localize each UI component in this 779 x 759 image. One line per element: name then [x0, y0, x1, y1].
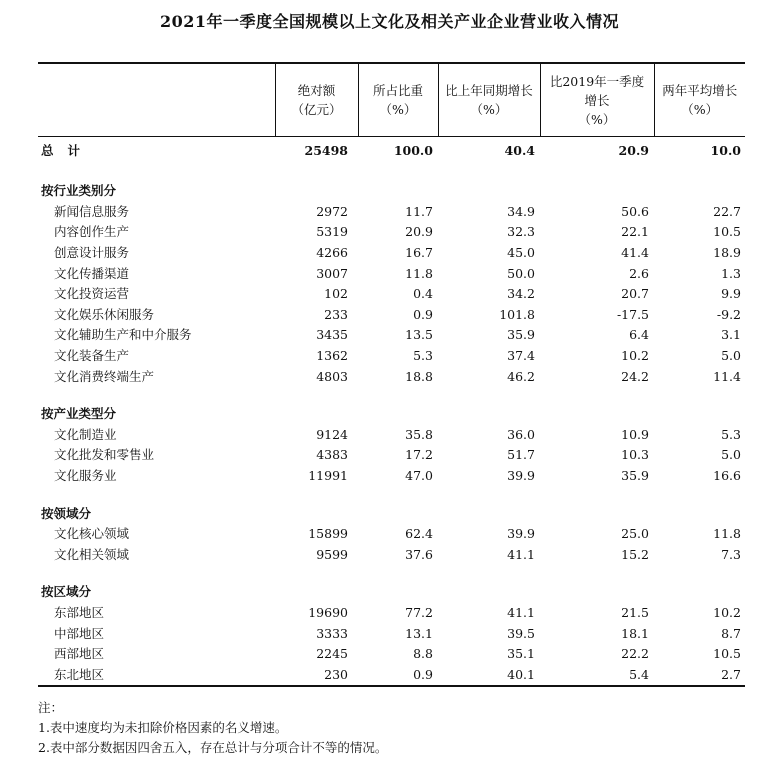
cell-two-year-avg-growth: 10.5: [713, 224, 741, 240]
page-title: 2021年一季度全国规模以上文化及相关产业企业营业收入情况: [159, 12, 620, 31]
section-title: 按领域分: [41, 505, 92, 521]
cell-two-year-avg-growth: -9.2: [716, 306, 741, 322]
cell-share: 11.7: [405, 203, 433, 219]
cell-share: 37.6: [405, 546, 433, 562]
cell-absolute: 102: [324, 286, 348, 302]
cell-absolute: 4266: [316, 245, 348, 261]
cell-share: 100.0: [393, 142, 433, 158]
row-label: 西部地区: [54, 646, 105, 662]
cell-two-year-avg-growth: 5.0: [721, 348, 741, 364]
cell-vs-2019-growth: 20.7: [621, 286, 649, 302]
cell-yoy-growth: 40.1: [507, 666, 535, 682]
cell-yoy-growth: 32.3: [507, 224, 535, 240]
cell-two-year-avg-growth: 11.8: [713, 526, 741, 542]
cell-absolute: 3435: [316, 327, 348, 343]
cell-absolute: 5319: [316, 224, 348, 240]
cell-vs-2019-growth: 41.4: [621, 245, 649, 261]
cell-share: 5.3: [413, 348, 433, 364]
spacer-cell: [38, 164, 745, 181]
section-title: 按产业类型分: [41, 406, 117, 422]
spacer-row: [38, 164, 745, 181]
cell-yoy-growth: 51.7: [507, 447, 535, 463]
cell-two-year-avg-growth: 7.3: [721, 546, 741, 562]
cell-share: 0.4: [413, 286, 433, 302]
cell-vs-2019-growth: 5.4: [629, 666, 649, 682]
cell-yoy-growth: 101.8: [499, 306, 535, 322]
cell-two-year-avg-growth: 10.0: [710, 142, 741, 158]
cell-yoy-growth: 39.5: [507, 625, 535, 641]
note-line: 2.表中部分数据因四舍五入，存在总计与分项合计不等的情况。: [38, 740, 388, 755]
table-row: [38, 305, 745, 326]
cell-vs-2019-growth: 22.1: [621, 224, 649, 240]
table-row: [38, 346, 745, 367]
table-body: [38, 137, 745, 687]
table-row: [38, 366, 745, 387]
cell-yoy-growth: 34.9: [507, 203, 535, 219]
cell-absolute: 9124: [316, 426, 348, 442]
cell-absolute: 3333: [316, 625, 348, 641]
cell-vs-2019-growth: -17.5: [616, 306, 649, 322]
section-header-row: [38, 404, 745, 425]
cell-two-year-avg-growth: 10.5: [713, 646, 741, 662]
cell-vs-2019-growth: 24.2: [621, 368, 649, 384]
cell-two-year-avg-growth: 2.7: [721, 666, 741, 682]
spacer-cell: [38, 565, 745, 582]
row-label: 文化辅助生产和中介服务: [54, 327, 192, 343]
table-header-row: [38, 63, 745, 137]
cell-vs-2019-growth: 2.6: [629, 265, 649, 281]
table-row: [38, 603, 745, 624]
cell-absolute: 4383: [316, 447, 348, 463]
section-title: 按区域分: [41, 584, 92, 600]
table-row: [38, 425, 745, 446]
cell-share: 13.5: [405, 327, 433, 343]
table-row: [38, 664, 745, 686]
row-label: 内容创作生产: [54, 224, 130, 240]
row-label: 文化制造业: [54, 426, 117, 442]
cell-absolute: 15899: [308, 526, 348, 542]
spacer-cell: [38, 387, 745, 404]
cell-share: 13.1: [405, 625, 433, 641]
cell-absolute: 2972: [316, 203, 348, 219]
cell-vs-2019-growth: 35.9: [621, 468, 649, 484]
cell-yoy-growth: 36.0: [507, 426, 535, 442]
cell-two-year-avg-growth: 16.6: [713, 468, 741, 484]
row-label: 中部地区: [54, 625, 105, 641]
cell-vs-2019-growth: 6.4: [629, 327, 649, 343]
spacer-row: [38, 486, 745, 503]
cell-absolute: 25498: [304, 142, 348, 158]
section-header-row: [38, 582, 745, 603]
row-label: 文化服务业: [54, 468, 117, 484]
cell-yoy-growth: 40.4: [504, 142, 535, 158]
revenue-table: [38, 62, 745, 687]
row-label: 新闻信息服务: [54, 203, 130, 219]
cell-two-year-avg-growth: 18.9: [713, 245, 741, 261]
cell-share: 77.2: [405, 604, 433, 620]
total-row: [38, 137, 745, 165]
cell-yoy-growth: 37.4: [507, 348, 535, 364]
row-label: 文化装备生产: [54, 348, 130, 364]
row-label: 文化传播渠道: [54, 265, 130, 281]
section-header-row: [38, 503, 745, 524]
cell-vs-2019-growth: 50.6: [621, 203, 649, 219]
cell-vs-2019-growth: 21.5: [621, 604, 649, 620]
cell-two-year-avg-growth: 1.3: [721, 265, 741, 281]
header-vs-2019-growth: 比2019年一季度 增长 （%）: [540, 63, 654, 137]
table-row: [38, 466, 745, 487]
cell-share: 11.8: [405, 265, 433, 281]
cell-yoy-growth: 34.2: [507, 286, 535, 302]
cell-yoy-growth: 35.9: [507, 327, 535, 343]
cell-share: 47.0: [405, 468, 433, 484]
cell-vs-2019-growth: 20.9: [618, 142, 649, 158]
cell-two-year-avg-growth: 9.9: [721, 286, 741, 302]
table-row: [38, 325, 745, 346]
row-label: 文化相关领域: [54, 546, 130, 562]
row-label: 文化批发和零售业: [54, 447, 155, 463]
cell-vs-2019-growth: 10.9: [621, 426, 649, 442]
header-absolute: 绝对额 （亿元）: [275, 63, 358, 137]
cell-yoy-growth: 46.2: [507, 368, 535, 384]
cell-two-year-avg-growth: 5.3: [721, 426, 741, 442]
cell-absolute: 9599: [316, 546, 348, 562]
notes: [38, 698, 745, 758]
cell-share: 18.8: [405, 368, 433, 384]
row-label: 文化核心领域: [54, 526, 130, 542]
cell-two-year-avg-growth: 11.4: [713, 368, 741, 384]
cell-yoy-growth: 35.1: [507, 646, 535, 662]
table-row: [38, 644, 745, 665]
table-row: [38, 545, 745, 566]
table-row: [38, 222, 745, 243]
row-label: 文化娱乐休闲服务: [54, 306, 155, 322]
cell-vs-2019-growth: 10.2: [621, 348, 649, 364]
row-label: 文化投资运营: [54, 286, 130, 302]
header-category: [38, 63, 275, 137]
header-yoy-growth: 比上年同期增长 （%）: [438, 63, 540, 137]
cell-share: 62.4: [405, 526, 433, 542]
cell-two-year-avg-growth: 5.0: [721, 447, 741, 463]
row-label: 东北地区: [54, 666, 105, 682]
cell-vs-2019-growth: 15.2: [621, 546, 649, 562]
cell-absolute: 1362: [316, 348, 348, 364]
table-row: [38, 243, 745, 264]
cell-share: 35.8: [405, 426, 433, 442]
cell-yoy-growth: 39.9: [507, 526, 535, 542]
cell-yoy-growth: 39.9: [507, 468, 535, 484]
section-title: 按行业类别分: [41, 183, 117, 199]
cell-yoy-growth: 41.1: [507, 546, 535, 562]
row-label: 总计: [41, 142, 95, 158]
cell-vs-2019-growth: 25.0: [621, 526, 649, 542]
spacer-cell: [38, 486, 745, 503]
cell-absolute: 3007: [316, 265, 348, 281]
table-row: [38, 623, 745, 644]
cell-absolute: 233: [324, 306, 348, 322]
cell-absolute: 230: [324, 666, 348, 682]
header-two-year-avg-growth: 两年平均增长 （%）: [654, 63, 745, 137]
cell-two-year-avg-growth: 10.2: [713, 604, 741, 620]
cell-absolute: 11991: [308, 468, 348, 484]
cell-two-year-avg-growth: 8.7: [721, 625, 741, 641]
cell-yoy-growth: 50.0: [507, 265, 535, 281]
table-row: [38, 284, 745, 305]
cell-share: 8.8: [413, 646, 433, 662]
table-row: [38, 524, 745, 545]
cell-absolute: 19690: [308, 604, 348, 620]
cell-absolute: 4803: [316, 368, 348, 384]
table-row: [38, 445, 745, 466]
cell-vs-2019-growth: 10.3: [621, 447, 649, 463]
notes-label: 注：: [38, 700, 64, 715]
cell-share: 0.9: [413, 306, 433, 322]
header-share: 所占比重 （%）: [358, 63, 438, 137]
row-label: 东部地区: [54, 604, 105, 620]
spacer-row: [38, 387, 745, 404]
cell-vs-2019-growth: 18.1: [621, 625, 649, 641]
spacer-row: [38, 565, 745, 582]
note-line: 1.表中速度均为未扣除价格因素的名义增速。: [38, 720, 288, 735]
cell-share: 20.9: [405, 224, 433, 240]
row-label: 创意设计服务: [54, 245, 130, 261]
cell-two-year-avg-growth: 3.1: [721, 327, 741, 343]
cell-share: 0.9: [413, 666, 433, 682]
section-header-row: [38, 181, 745, 202]
cell-yoy-growth: 45.0: [507, 245, 535, 261]
table-row: [38, 263, 745, 284]
cell-vs-2019-growth: 22.2: [621, 646, 649, 662]
cell-share: 17.2: [405, 447, 433, 463]
row-label: 文化消费终端生产: [54, 368, 155, 384]
cell-absolute: 2245: [316, 646, 348, 662]
cell-two-year-avg-growth: 22.7: [713, 203, 741, 219]
cell-share: 16.7: [405, 245, 433, 261]
cell-yoy-growth: 41.1: [507, 604, 535, 620]
table-row: [38, 202, 745, 223]
